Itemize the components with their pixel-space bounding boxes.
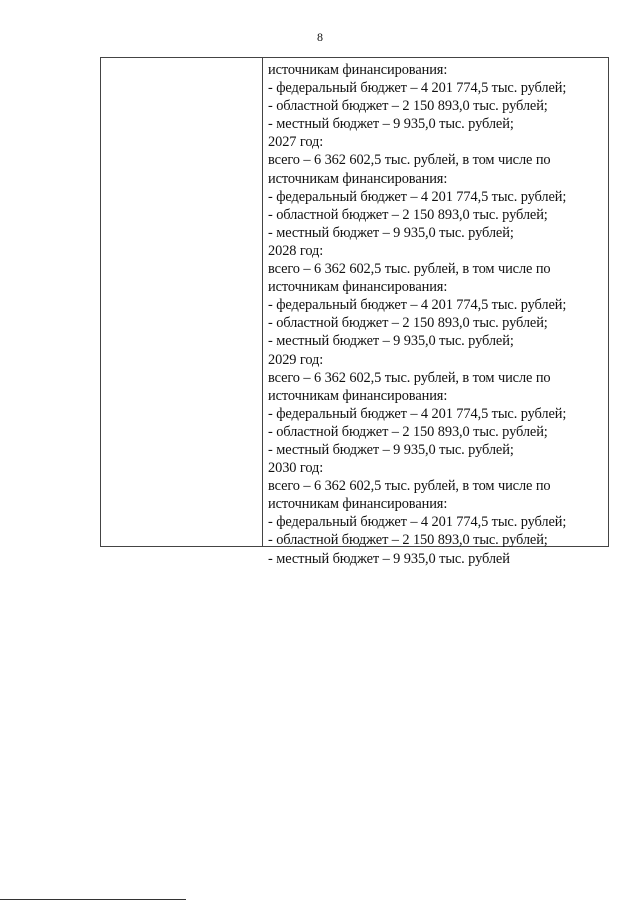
table-line: - областной бюджет – 2 150 893,0 тыс. рублей; — [268, 532, 548, 549]
table-line: - федеральный бюджет – 4 201 774,5 тыс. рублей; — [268, 297, 567, 314]
table-line: - местный бюджет – 9 935,0 тыс. рублей; — [268, 441, 514, 458]
table-left-cell — [101, 58, 263, 546]
table-line: 2028 год: — [268, 242, 324, 259]
table-line: 2030 год: — [268, 460, 324, 477]
table-line: - местный бюджет – 9 935,0 тыс. рублей; — [268, 116, 514, 133]
table-line: источникам финансирования: — [268, 496, 448, 513]
funding-table — [100, 57, 609, 567]
table-line: - областной бюджет – 2 150 893,0 тыс. рублей; — [268, 206, 548, 223]
table-line: источникам финансирования: — [268, 279, 448, 296]
table-line: - федеральный бюджет – 4 201 774,5 тыс. рублей; — [268, 405, 567, 422]
footnote-rule — [0, 899, 186, 900]
table-line: всего – 6 362 602,5 тыс. рублей, в том числе по — [268, 369, 551, 386]
table-line: 2029 год: — [268, 351, 324, 368]
table-line: всего – 6 362 602,5 тыс. рублей, в том числе по — [268, 261, 551, 278]
table-line: - федеральный бюджет – 4 201 774,5 тыс. рублей; — [268, 80, 567, 97]
table-line: - областной бюджет – 2 150 893,0 тыс. рублей; — [268, 315, 548, 332]
table-right-cell — [263, 58, 608, 567]
table-line: - федеральный бюджет – 4 201 774,5 тыс. рублей; — [268, 188, 567, 205]
table-line: - областной бюджет – 2 150 893,0 тыс. рублей; — [268, 98, 548, 115]
table-line: - областной бюджет – 2 150 893,0 тыс. рублей; — [268, 423, 548, 440]
table-line: всего – 6 362 602,5 тыс. рублей, в том числе по — [268, 478, 551, 495]
table-line: - федеральный бюджет – 4 201 774,5 тыс. рублей; — [268, 514, 567, 531]
table-line: источникам финансирования: — [268, 62, 448, 78]
table-line: 2027 год: — [268, 134, 324, 151]
table-line: всего – 6 362 602,5 тыс. рублей, в том числе по — [268, 152, 551, 169]
table-line: - местный бюджет – 9 935,0 тыс. рублей; — [268, 224, 514, 241]
table-line: источникам финансирования: — [268, 170, 448, 187]
page-number: 8 — [317, 30, 323, 44]
table-line: - местный бюджет – 9 935,0 тыс. рублей — [268, 550, 510, 567]
table-line: источникам финансирования: — [268, 387, 448, 404]
table-line: - местный бюджет – 9 935,0 тыс. рублей; — [268, 333, 514, 350]
